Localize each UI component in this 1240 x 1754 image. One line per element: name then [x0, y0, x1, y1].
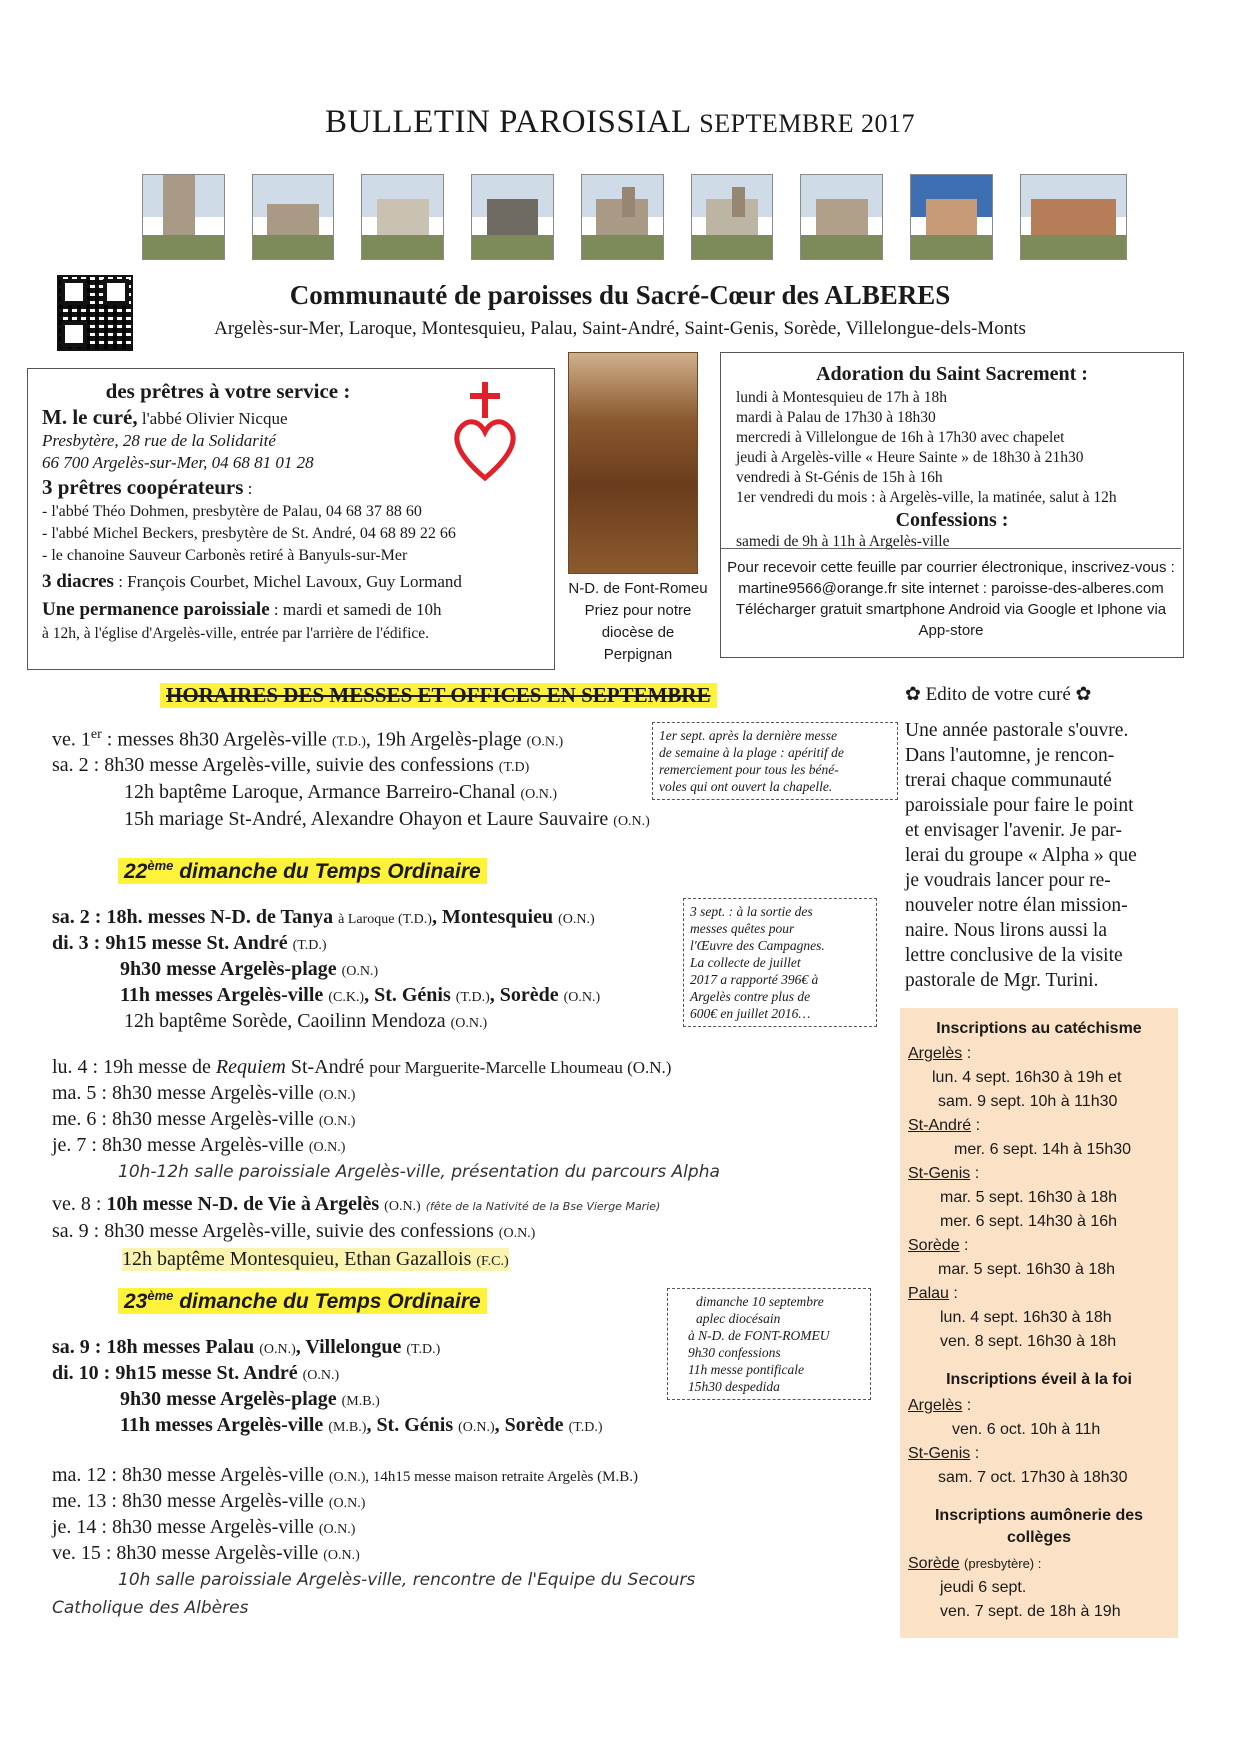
coop-priest: - l'abbé Michel Beckers, presbytère de St. André, 04 68 89 22 66 — [42, 525, 456, 542]
schedule-row: 12h baptême Montesquieu, Ethan Gazallois (F.C.) — [122, 1248, 509, 1270]
subscribe-line: App-store — [918, 622, 984, 639]
title-main: BULLETIN PAROISSIAL — [325, 104, 691, 140]
schedule-title: HORAIRES DES MESSES ET OFFICES EN SEPTEMBRE — [160, 683, 717, 708]
sunday-heading: 23ème dimanche du Temps Ordinaire — [118, 1288, 487, 1314]
deacons-line: 3 diacres : François Courbet, Michel Lavoux, Guy Lormand — [42, 571, 462, 592]
permanence-detail: à 12h, à l'église d'Argelès-ville, entrée par l'arrière de l'édifice. — [42, 625, 430, 642]
note-plage: 1er sept. après la dernière messe de semaine à la plage : apéritif de remerciement pour tous les béné- voles qui ont ouvert la chapelle. — [652, 722, 898, 800]
schedule-row: je. 7 : 8h30 messe Argelès-ville (O.N.) — [52, 1134, 346, 1156]
schedule-row: di. 3 : 9h15 messe St. André (T.D.) — [52, 932, 327, 954]
schedule-row: 11h messes Argelès-ville (M.B.), St. Génis (O.N.), Sorède (T.D.) — [120, 1414, 603, 1436]
edito-line: paroissiale pour faire le point — [905, 795, 1134, 816]
note-quete: 3 sept. : à la sortie des messes quêtes pour l'Œuvre des Campagnes. La collecte de juillet 2017 a rapporté 396€ à Argelès contre plus de 600€ en juillet 2016… — [683, 898, 877, 1027]
edito-line: naire. Nous lirons aussi la — [905, 920, 1108, 941]
subscribe-email[interactable]: martine9566@orange.fr site internet : paroisse-des-alberes.com — [738, 580, 1164, 597]
madonna-caption-line: diocèse de Perpignan — [601, 624, 675, 663]
edito-line: je voudrais lancer pour re- — [905, 870, 1111, 891]
town-label: Argelès : — [908, 1045, 972, 1062]
schedule-row: me. 6 : 8h30 messe Argelès-ville (O.N.) — [52, 1108, 356, 1130]
town-label: Palau : — [908, 1285, 958, 1302]
schedule-row: 15h mariage St-André, Alexandre Ohayon et Laure Sauvaire (O.N.) — [124, 808, 650, 830]
edito-text — [905, 718, 1160, 993]
schedule-row: sa. 9 : 8h30 messe Argelès-ville, suivie des confessions (O.N.) — [52, 1220, 536, 1242]
schedule-row: je. 14 : 8h30 messe Argelès-ville (O.N.) — [52, 1516, 356, 1538]
schedule-row: ve. 15 : 8h30 messe Argelès-ville (O.N.) — [52, 1542, 360, 1564]
subscribe-line: Télécharger gratuit smartphone Android via Google et Iphone via — [735, 601, 1167, 618]
church-photo — [800, 174, 883, 260]
edito-title: ✿ Edito de votre curé ✿ — [905, 684, 1092, 705]
schedule-row-handwritten: 10h salle paroissiale Argelès-ville, rencontre de l'Equipe du Secours — [118, 1570, 696, 1590]
edito-line: pastorale de Mgr. Turini. — [905, 970, 1099, 991]
registration-slot: ven. 6 oct. 10h à 11h — [952, 1421, 1101, 1438]
registration-slot: sam. 9 sept. 10h à 11h30 — [938, 1093, 1118, 1110]
schedule-row: 11h messes Argelès-ville (C.K.), St. Génis (T.D.), Sorède (O.N.) — [120, 984, 601, 1006]
schedule-row-handwritten: 10h-12h salle paroissiale Argelès-ville, présentation du parcours Alpha — [118, 1162, 720, 1182]
title-month: SEPTEMBRE 2017 — [699, 109, 915, 138]
registration-slot: sam. 7 oct. 17h30 à 18h30 — [938, 1469, 1128, 1486]
registration-slot: mar. 5 sept. 16h30 à 18h — [940, 1189, 1118, 1206]
church-photo — [691, 174, 774, 260]
church-photo — [361, 174, 444, 260]
schedule-row: di. 10 : 9h15 messe St. André (O.N.) — [52, 1362, 340, 1384]
madonna-statue-image — [568, 352, 698, 574]
subscribe-info — [721, 548, 1181, 639]
registration-slot: jeudi 6 sept. — [940, 1579, 1027, 1596]
registrations-panel — [900, 1008, 1178, 1638]
registration-slot: ven. 8 sept. 16h30 à 18h — [940, 1333, 1117, 1350]
schedule-row: ve. 8 : 10h messe N-D. de Vie à Argelès (O.N.) (fête de la Nativité de la Bse Vierge Marie) — [52, 1193, 661, 1215]
coop-priest: - l'abbé Théo Dohmen, presbytère de Palau, 04 68 37 88 60 — [42, 503, 422, 520]
sunday-heading: 22ème dimanche du Temps Ordinaire — [118, 858, 487, 884]
schedule-row-handwritten: Catholique des Albères — [52, 1598, 249, 1618]
schedule-row: 9h30 messe Argelès-plage (M.B.) — [120, 1388, 380, 1410]
registration-slot: mer. 6 sept. 14h30 à 16h — [940, 1213, 1118, 1230]
registration-slot: lun. 4 sept. 16h30 à 18h — [940, 1309, 1112, 1326]
church-photo — [910, 174, 993, 260]
town-label: St-André : — [908, 1117, 981, 1134]
note-aplec: dimanche 10 septembre aplec diocésain à N-D. de FONT-ROMEU 9h30 confessions 11h messe pontificale 15h30 despedida — [667, 1288, 871, 1400]
adoration-title: Adoration du Saint Sacrement : — [816, 363, 1088, 385]
edito-line: et envisager l'avenir. Je par- — [905, 820, 1122, 841]
schedule-row: sa. 2 : 8h30 messe Argelès-ville, suivie des confessions (T.D) — [52, 754, 530, 776]
town-label: St-Genis : — [908, 1165, 980, 1182]
coop-priest: - le chanoine Sauveur Carbonès retiré à Banyuls-sur-Mer — [42, 547, 408, 564]
madonna-caption — [568, 578, 708, 666]
sacred-heart-icon — [450, 378, 520, 488]
adoration-line: lundi à Montesquieu de 17h à 18h — [736, 389, 947, 406]
edito-line: lerai du groupe « Alpha » que — [905, 845, 1137, 866]
cure-phone: 66 700 Argelès-sur-Mer, 04 68 81 01 28 — [42, 453, 314, 472]
subscribe-line: Pour recevoir cette feuille par courrier électronique, inscrivez-vous : — [727, 559, 1175, 576]
catechism-title: Inscriptions au catéchisme — [936, 1020, 1142, 1037]
registration-slot: mar. 5 sept. 16h30 à 18h — [938, 1261, 1116, 1278]
adoration-box — [720, 352, 1184, 658]
schedule-row: 12h baptême Sorède, Caoilinn Mendoza (O.N.) — [124, 1010, 488, 1032]
town-label: Sorède (presbytère) : — [908, 1555, 1042, 1572]
schedule-row: sa. 2 : 18h. messes N-D. de Tanya à Laroque (T.D.), Montesquieu (O.N.) — [52, 906, 595, 928]
adoration-line: mardi à Palau de 17h30 à 18h30 — [736, 409, 936, 426]
registration-slot: ven. 7 sept. de 18h à 19h — [940, 1603, 1121, 1620]
adoration-line: jeudi à Argelès-ville « Heure Sainte » de 18h30 à 21h30 — [736, 449, 1084, 466]
confessions-title: Confessions : — [895, 509, 1009, 531]
schedule-row: lu. 4 : 19h messe de Requiem St-André pour Marguerite-Marcelle Lhoumeau (O.N.) — [52, 1056, 672, 1078]
registration-slot: lun. 4 sept. 16h30 à 19h et — [932, 1069, 1122, 1086]
cure-address: Presbytère, 28 rue de la Solidarité — [42, 431, 276, 450]
community-towns: Argelès-sur-Mer, Laroque, Montesquieu, Palau, Saint-André, Saint-Genis, Sorède, Villelongue-dels-Monts — [214, 318, 1026, 339]
church-photos-row — [142, 168, 1127, 260]
permanence-line: Une permanence paroissiale : mardi et samedi de 10h — [42, 599, 442, 620]
edito-line: lettre conclusive de la visite — [905, 945, 1123, 966]
schedule-row: ma. 5 : 8h30 messe Argelès-ville (O.N.) — [52, 1082, 356, 1104]
church-photo — [471, 174, 554, 260]
coop-title: 3 prêtres coopérateurs : — [42, 475, 253, 499]
aumonerie-title: Inscriptions aumônerie des — [934, 1507, 1144, 1524]
schedule-row: 12h baptême Laroque, Armance Barreiro-Chanal (O.N.) — [124, 781, 558, 803]
confessions-line: samedi de 9h à 11h à Argelès-ville — [736, 533, 950, 550]
adoration-line: mercredi à Villelongue de 16h à 17h30 avec chapelet — [736, 429, 1065, 446]
edito-line: trerai chaque communauté — [905, 770, 1112, 791]
aumonerie-title: collèges — [1006, 1529, 1072, 1546]
schedule-row: 9h30 messe Argelès-plage (O.N.) — [120, 958, 379, 980]
town-label: Argelès : — [908, 1397, 972, 1414]
schedule-row: me. 13 : 8h30 messe Argelès-ville (O.N.) — [52, 1490, 366, 1512]
edito-line: nouveler notre élan mission- — [905, 895, 1128, 916]
priests-title: des prêtres à votre service : — [105, 379, 351, 403]
bulletin-title — [0, 104, 1240, 141]
eveil-title: Inscriptions éveil à la foi — [946, 1371, 1132, 1388]
registration-slot: mer. 6 sept. 14h à 15h30 — [954, 1141, 1132, 1158]
church-photo — [581, 174, 664, 260]
schedule-row: sa. 9 : 18h messes Palau (O.N.), Villelongue (T.D.) — [52, 1336, 441, 1358]
schedule-row: ma. 12 : 8h30 messe Argelès-ville (O.N.), 14h15 messe maison retraite Argelès (M.B.) — [52, 1464, 638, 1486]
church-photo — [142, 174, 225, 260]
community-name: Communauté de paroisses du Sacré-Cœur des ALBERES — [289, 280, 951, 310]
town-label: St-Genis : — [908, 1445, 980, 1462]
schedule-row: ve. 1er : messes 8h30 Argelès-ville (T.D.), 19h Argelès-plage (O.N.) — [52, 727, 564, 751]
church-photo — [252, 174, 335, 260]
adoration-line: 1er vendredi du mois : à Argelès-ville, la matinée, salut à 12h — [736, 489, 1117, 506]
edito-line: Une année pastorale s'ouvre. — [905, 720, 1129, 741]
madonna-caption-line: Priez pour notre — [584, 602, 692, 619]
madonna-caption-line: N-D. de Font-Romeu — [568, 580, 708, 597]
cure-line: M. le curé, l'abbé Olivier Nicque — [42, 405, 288, 429]
church-photo — [1020, 174, 1127, 260]
town-label: Sorède : — [908, 1237, 969, 1254]
adoration-line: vendredi à St-Génis de 15h à 16h — [736, 469, 943, 486]
edito-line: Dans l'automne, je rencon- — [905, 745, 1115, 766]
